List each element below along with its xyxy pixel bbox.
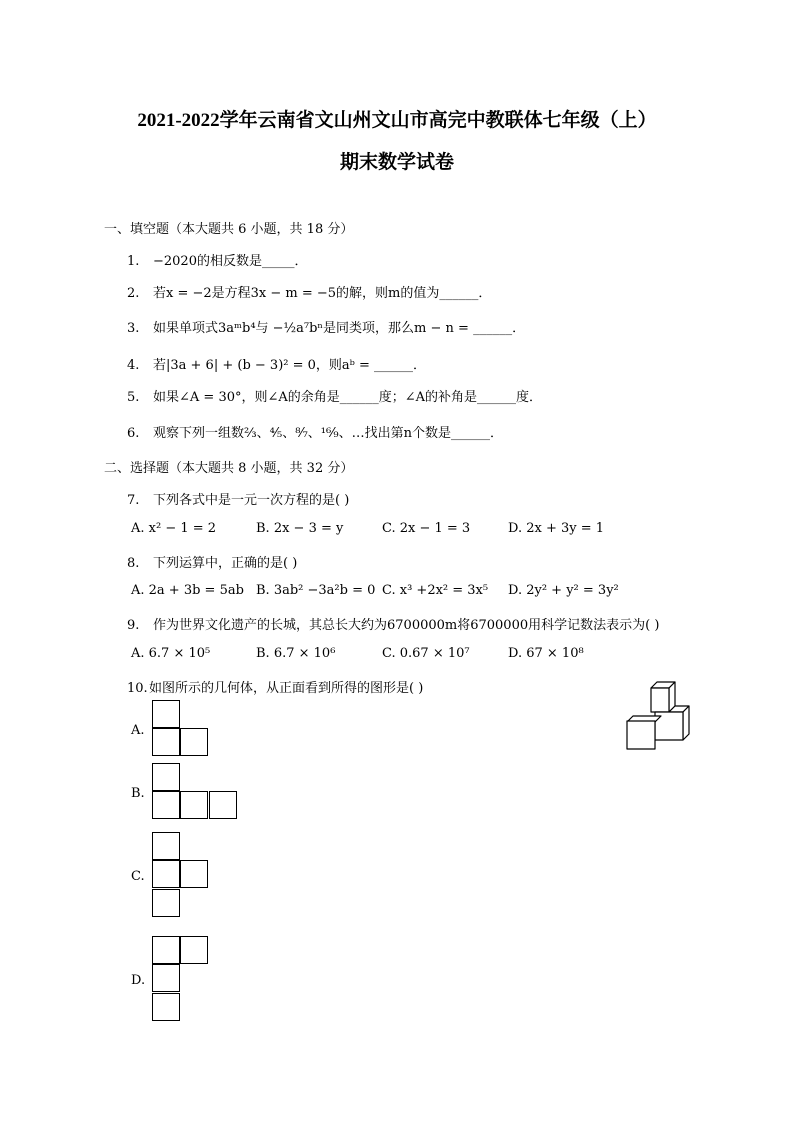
- figure-option-a-label[interactable]: A.: [131, 723, 145, 738]
- question-6: [127, 422, 503, 441]
- question-text: 若x = −2是方程3x − m = −5的解，则m的值为______．: [153, 286, 492, 301]
- square: [152, 700, 180, 728]
- question-number: 9.: [127, 618, 140, 633]
- figure-option-b-label[interactable]: B.: [131, 786, 145, 801]
- figure-option-c-label[interactable]: C.: [131, 869, 145, 884]
- option-a[interactable]: A. 6.7 × 10⁵: [131, 646, 211, 661]
- square: [209, 791, 237, 819]
- question-number: 6.: [127, 426, 140, 441]
- square: [180, 728, 208, 756]
- question-number: 3.: [127, 321, 140, 336]
- square: [180, 791, 208, 819]
- question-7: [127, 489, 349, 508]
- question-8: [127, 552, 297, 571]
- question-text: 如果∠A = 30°，则∠A的余角是______度；∠A的补角是______度．: [153, 390, 543, 405]
- question-10: [127, 677, 423, 696]
- square: [152, 791, 180, 819]
- section-heading-choice: 二、选择题（本大题共 8 小题，共 32 分）: [104, 461, 354, 476]
- question-text: 下列运算中，正确的是( ): [153, 556, 298, 571]
- question-number: 7.: [127, 493, 140, 508]
- question-text: 观察下列一组数⅔、⁴⁄₅、⁸⁄₇、¹⁶⁄₉、…找出第n个数是______．: [153, 426, 503, 441]
- page-title-line2: 期末数学试卷: [339, 152, 454, 173]
- square: [152, 889, 180, 917]
- square: [152, 993, 180, 1021]
- square: [152, 860, 180, 888]
- square: [180, 860, 208, 888]
- question-number: 2.: [127, 286, 140, 301]
- question-number: 10.: [127, 681, 148, 696]
- square: [152, 763, 180, 791]
- question-2: [127, 282, 491, 301]
- question-text: 如果单项式3aᵐb⁴与 −½a⁷bⁿ是同类项，那么m − n = ______．: [153, 321, 526, 336]
- option-d[interactable]: D. 67 × 10⁸: [508, 646, 584, 661]
- square: [152, 964, 180, 992]
- question-text: −2020的相反数是_____．: [153, 254, 308, 269]
- question-9: [127, 614, 659, 633]
- question-number: 8.: [127, 556, 140, 571]
- cube-stack-figure: [624, 678, 694, 750]
- option-c[interactable]: C. 2x − 1 = 3: [382, 521, 471, 536]
- question-text: 如图所示的几何体，从正面看到所得的图形是( ): [149, 681, 424, 696]
- option-d[interactable]: D. 2x + 3y = 1: [508, 521, 605, 536]
- question-number: 5.: [127, 390, 140, 405]
- question-text: 下列各式中是一元一次方程的是( ): [153, 493, 350, 508]
- section-heading-fill-in: 一、填空题（本大题共 6 小题，共 18 分）: [104, 222, 354, 237]
- page-title-line1: 2021-2022学年云南省文山州文山市高完中教联体七年级（上）: [137, 110, 657, 131]
- option-b[interactable]: B. 6.7 × 10⁶: [256, 646, 336, 661]
- option-a[interactable]: A. x² − 1 = 2: [131, 521, 217, 536]
- option-b[interactable]: B. 3ab² −3a²b = 0: [256, 583, 376, 598]
- question-3: [127, 317, 525, 336]
- option-b[interactable]: B. 2x − 3 = y: [256, 521, 344, 536]
- question-number: 4.: [127, 358, 140, 373]
- square: [180, 936, 208, 964]
- question-text: 若|3a + 6| + (b − 3)² = 0，则aᵇ = ______．: [153, 358, 427, 373]
- option-d[interactable]: D. 2y² + y² = 3y²: [508, 583, 619, 598]
- square: [152, 936, 180, 964]
- figure-option-d-label[interactable]: D.: [131, 973, 146, 988]
- question-text: 作为世界文化遗产的长城，其总长大约为6700000m将6700000用科学记数法表示为( ): [153, 618, 660, 633]
- option-c[interactable]: C. 0.67 × 10⁷: [382, 646, 470, 661]
- question-5: [127, 386, 542, 405]
- option-a[interactable]: A. 2a + 3b = 5ab: [131, 583, 244, 598]
- option-c[interactable]: C. x³ +2x² = 3x⁵: [382, 583, 489, 598]
- question-number: 1.: [127, 254, 140, 269]
- square: [152, 728, 180, 756]
- square: [152, 832, 180, 860]
- question-1: [127, 250, 307, 269]
- question-4: [127, 354, 426, 373]
